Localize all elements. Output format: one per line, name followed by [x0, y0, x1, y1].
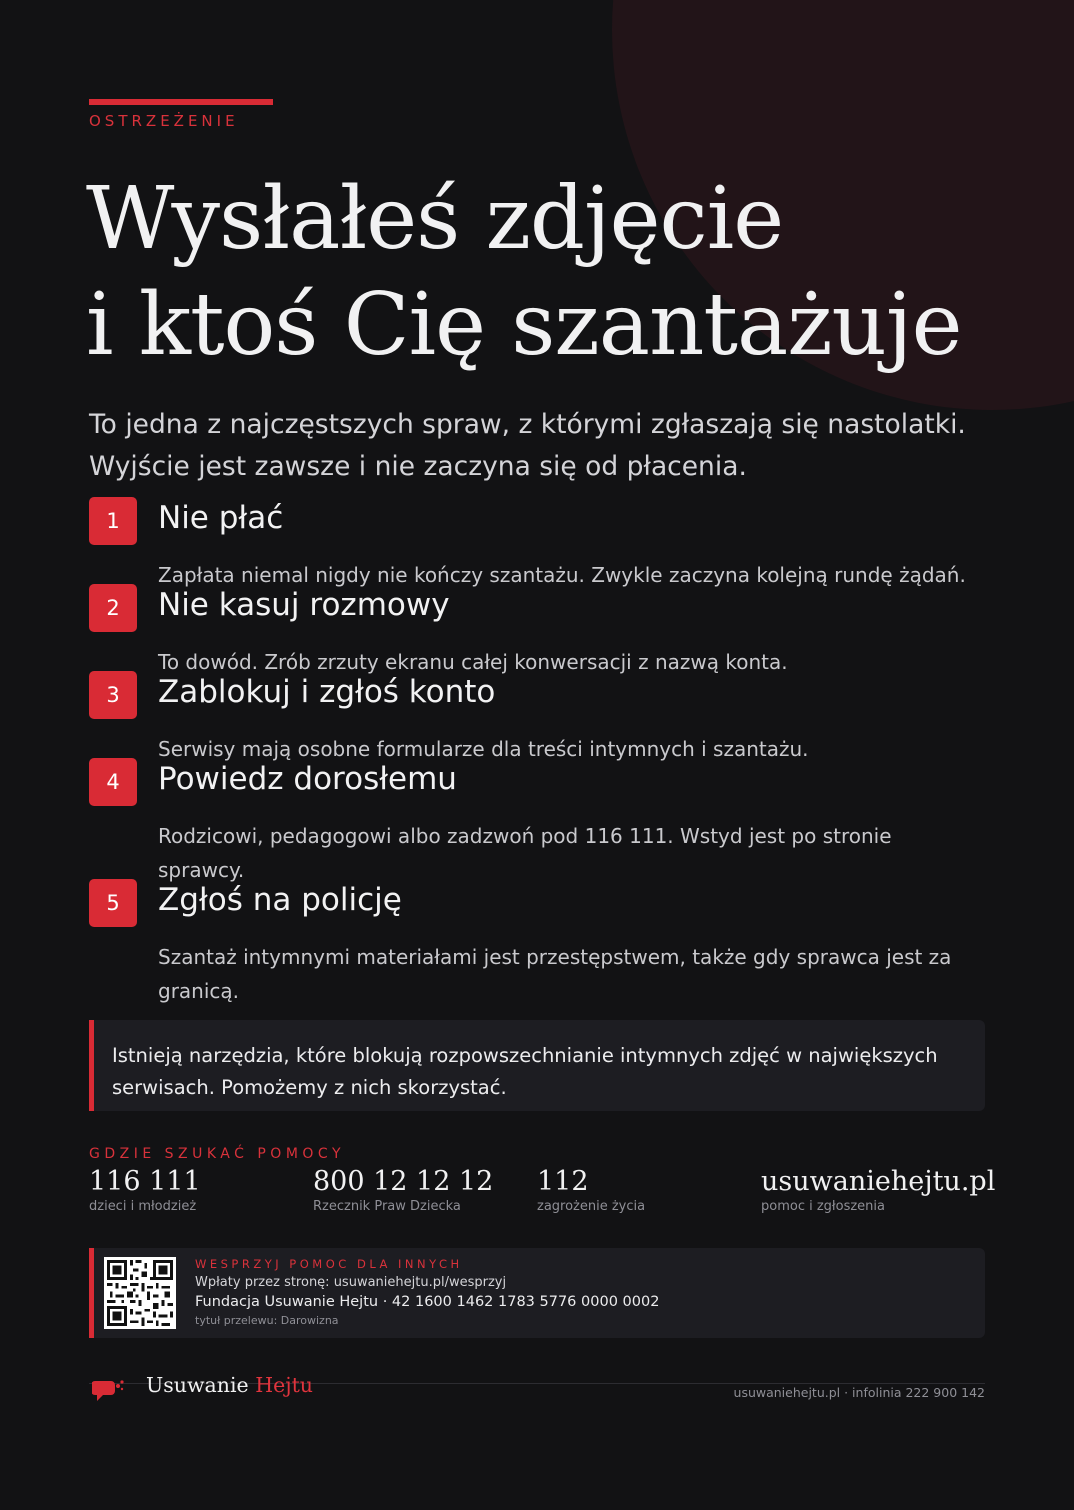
contact-label: pomoc i zgłoszenia: [761, 1199, 885, 1214]
contact-label: dzieci i młodzież: [89, 1199, 197, 1214]
step-title-3: Zablokuj i zgłoś konto: [158, 674, 496, 710]
brand-logo-text: [146, 1373, 313, 1397]
donation-box: [89, 1248, 985, 1338]
contact-ombudsman-line: [313, 1166, 493, 1214]
help-section-title: GDZIE SZUKAĆ POMOCY: [89, 1146, 346, 1162]
step-number-5: 5: [89, 879, 137, 927]
contact-label: Rzecznik Praw Dziecka: [313, 1199, 461, 1214]
step-desc-3: Serwisy mają osobne formularze dla treści intymnych i szantażu.: [158, 737, 809, 761]
headline-line-1: Wysłałeś zdjęcie: [86, 169, 784, 269]
contact-number: 116 111: [89, 1166, 201, 1197]
donation-url-text: Wpłaty przez stronę: usuwaniehejtu.pl/wesprzyj: [195, 1275, 507, 1290]
step-number-3: 3: [89, 671, 137, 719]
accent-bar: [89, 99, 273, 105]
lead-paragraph: To jedna z najczęstszych spraw, z którymi zgłaszają się nastolatki. Wyjście jest zawsze i nie zaczyna się od płacenia.: [89, 409, 966, 482]
step-number-2: 2: [89, 584, 137, 632]
footer-contact-info: usuwaniehejtu.pl · infolinia 222 900 142: [733, 1385, 985, 1400]
speech-bubble-icon: [92, 1375, 126, 1405]
step-title-1: Nie płać: [158, 500, 284, 536]
headline: [86, 166, 1046, 378]
info-callout: [89, 1020, 985, 1111]
info-callout-text: Istnieją narzędzia, które blokują rozpowszechnianie intymnych zdjęć w największych serwisach. Pomożemy z nich skorzystać.: [112, 1044, 938, 1099]
contact-label: zagrożenie życia: [537, 1199, 646, 1214]
step-title-2: Nie kasuj rozmowy: [158, 587, 450, 623]
step-title-5: Zgłoś na policję: [158, 882, 402, 918]
eyebrow-label: OSTRZEŻENIE: [89, 112, 239, 130]
brand-word-1: Usuwanie: [146, 1373, 249, 1397]
contact-number: 112: [537, 1166, 589, 1197]
donation-transfer-title: tytuł przelewu: Darowizna: [195, 1314, 339, 1327]
contact-website-link[interactable]: usuwaniehejtu.pl: [761, 1166, 996, 1197]
donation-bank-account: Fundacja Usuwanie Hejtu · 42 1600 1462 1783 5776 0000 0002: [195, 1294, 660, 1310]
step-desc-1: Zapłata niemal nigdy nie kończy szantażu. Zwykle zaczyna kolejną rundę żądań.: [158, 563, 966, 587]
step-desc-2: To dowód. Zrób zrzuty ekranu całej konwersacji z nazwą konta.: [158, 650, 788, 674]
headline-line-2: i ktoś Cię szantażuje: [86, 275, 962, 375]
step-number-4: 4: [89, 758, 137, 806]
contact-website[interactable]: [761, 1166, 995, 1214]
qr-code[interactable]: [104, 1257, 176, 1329]
step-title-4: Powiedz dorosłemu: [158, 761, 457, 797]
contact-emergency-line: [537, 1166, 645, 1214]
step-desc-4: Rodzicowi, pedagogowi albo zadzwoń pod 116 111. Wstyd jest po stronie sprawcy.: [158, 824, 892, 882]
contact-children-line: [89, 1166, 201, 1214]
brand-word-2: Hejtu: [255, 1373, 314, 1397]
donation-title: WESPRZYJ POMOC DLA INNYCH: [195, 1257, 463, 1271]
step-number-1: 1: [89, 497, 137, 545]
contact-number: 800 12 12 12: [313, 1166, 494, 1197]
step-desc-5: Szantaż intymnymi materiałami jest przestępstwem, także gdy sprawca jest za granicą.: [158, 945, 952, 1003]
